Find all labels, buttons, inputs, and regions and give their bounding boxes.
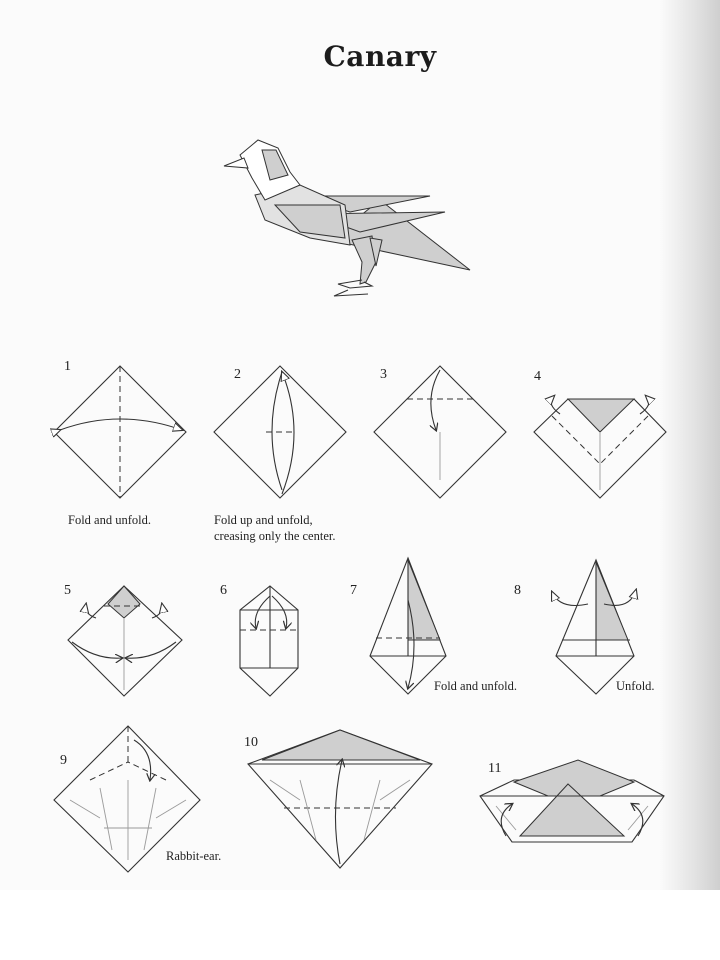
step-caption: Rabbit-ear.: [166, 849, 222, 863]
step-number: 8: [514, 583, 521, 598]
canary-figure: [224, 140, 470, 296]
step-caption: Fold and unfold.: [434, 679, 517, 693]
step-9: [54, 726, 221, 872]
step-caption: Unfold.: [616, 679, 655, 693]
step-number: 10: [244, 735, 258, 750]
step-6: [220, 583, 298, 696]
step-number: 5: [64, 583, 71, 598]
page-title: Canary: [323, 40, 437, 73]
step-number: 9: [60, 753, 67, 768]
step-1: [54, 359, 186, 527]
step-2: [214, 366, 346, 543]
step-5: [64, 583, 182, 696]
step-number: 3: [380, 367, 387, 382]
step-11: [480, 760, 664, 842]
step-caption: Fold and unfold.: [68, 513, 151, 527]
step-7: [350, 558, 517, 694]
step-number: 4: [534, 369, 541, 384]
step-caption: creasing only the center.: [214, 529, 336, 543]
step-number: 6: [220, 583, 227, 598]
step-8: [514, 560, 655, 694]
step-caption: Fold up and unfold,: [214, 513, 313, 527]
step-4: [534, 369, 666, 498]
step-number: 7: [350, 583, 357, 598]
step-number: 1: [64, 359, 71, 374]
step-number: 2: [234, 367, 241, 382]
step-number: 11: [488, 761, 502, 776]
step-3: [374, 366, 506, 498]
step-10: [244, 730, 432, 868]
